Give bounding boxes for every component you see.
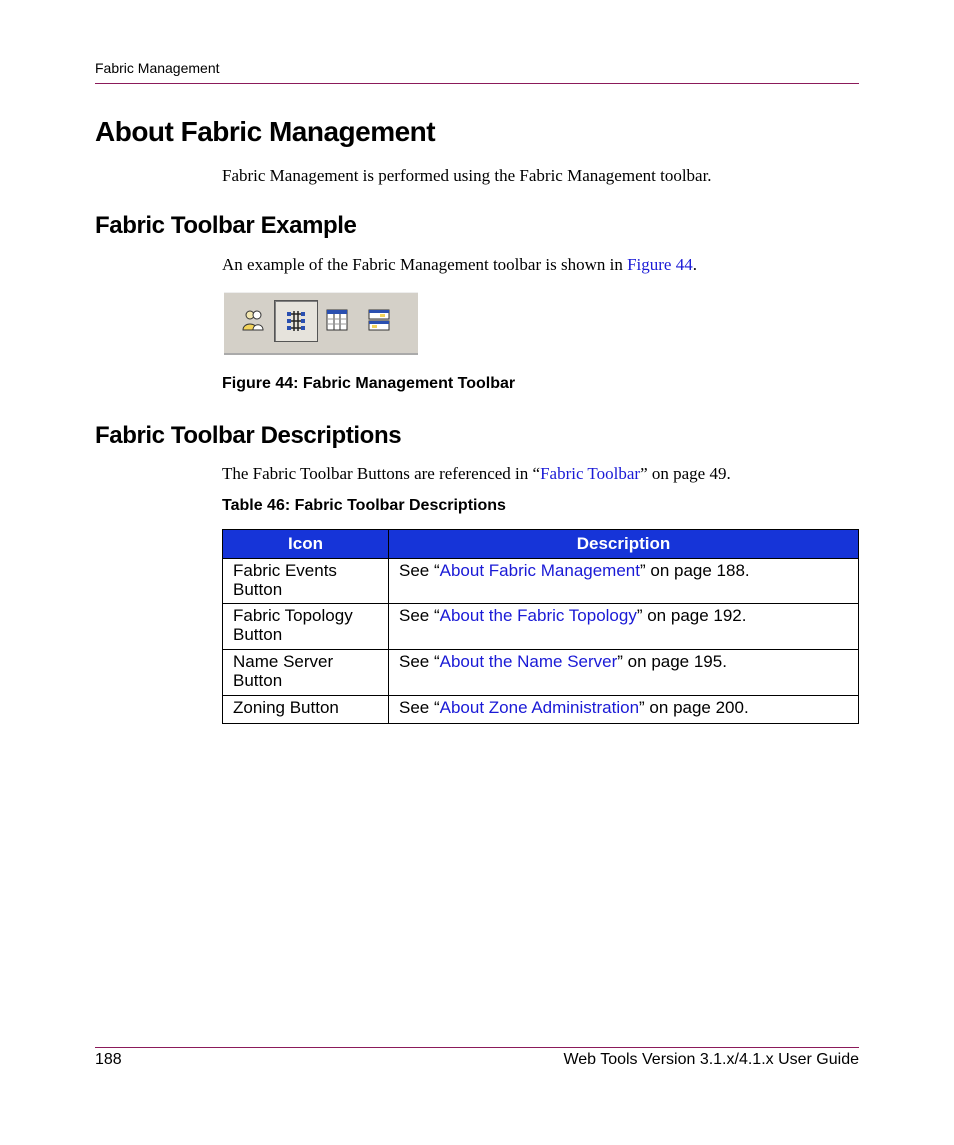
cell-description: See “About the Name Server” on page 195. [389,650,859,696]
intro-paragraph: Fabric Management is performed using the Fabric Management toolbar. [222,166,712,185]
page-number: 188 [95,1051,122,1068]
about-fabric-management-link[interactable]: About Fabric Management [439,561,640,580]
cell-icon: Name Server Button [223,650,389,696]
table-header-row [223,530,859,559]
running-header: Fabric Management [95,60,220,76]
header-rule [95,83,859,84]
about-name-server-link[interactable]: About the Name Server [439,652,618,671]
about-fabric-topology-link[interactable]: About the Fabric Topology [439,606,637,625]
table-caption: Table 46: Fabric Toolbar Descriptions [222,497,506,514]
footer-rule [95,1047,859,1048]
toolbar-example-heading: Fabric Toolbar Example [95,212,357,239]
fabric-toolbar-link[interactable]: Fabric Toolbar [540,464,641,483]
fabric-topology-button[interactable] [274,300,318,342]
cell-description: See “About Fabric Management” on page 188. [389,559,859,604]
toolbar-example-paragraph: An example of the Fabric Management toolbar is shown in Figure 44. [222,255,697,274]
toolbar-descriptions-paragraph: The Fabric Toolbar Buttons are referenced in “Fabric Toolbar” on page 49. [222,464,731,483]
fabric-events-button[interactable] [232,300,274,340]
page-title: About Fabric Management [95,116,436,147]
header-icon: Icon [223,530,389,559]
about-zone-administration-link[interactable]: About Zone Administration [439,698,640,717]
table-row [223,696,859,724]
cell-description: See “About Zone Administration” on page 200. [389,696,859,724]
header-description: Description [389,530,859,559]
fabric-management-toolbar [224,292,418,355]
name-server-button[interactable] [316,300,358,340]
cell-icon: Zoning Button [223,696,389,724]
guide-title: Web Tools Version 3.1.x/4.1.x User Guide [563,1051,859,1068]
fabric-toolbar-descriptions-table [222,529,859,724]
figure-44-link[interactable]: Figure 44 [627,255,693,274]
table-row [223,650,859,696]
fabric-topology-icon [284,309,308,333]
cell-icon: Fabric Topology Button [223,604,389,650]
zoning-icon [367,308,391,332]
cell-icon: Fabric Events Button [223,559,389,604]
toolbar-descriptions-heading: Fabric Toolbar Descriptions [95,422,402,449]
figure-caption: Figure 44: Fabric Management Toolbar [222,375,516,392]
table-row [223,604,859,650]
fabric-events-icon [241,308,265,332]
name-server-icon [325,308,349,332]
cell-description: See “About the Fabric Topology” on page 192. [389,604,859,650]
table-row [223,559,859,604]
zoning-button[interactable] [358,300,400,340]
